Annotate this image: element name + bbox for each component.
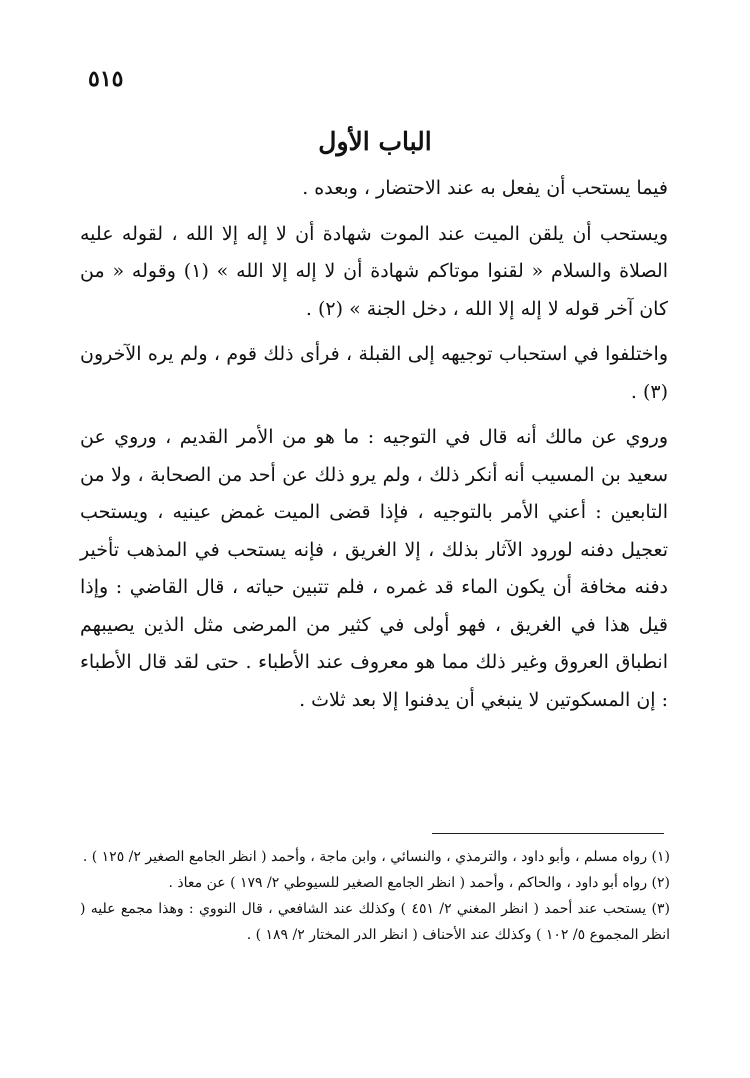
footnote-divider: [432, 833, 664, 834]
body-text: [80, 170, 668, 719]
footnote: (١) رواه مسلم ، وأبو داود ، والترمذي ، والنسائي ، وابن ماجة ، وأحمد ( انظر الجامع الصغير ٢/ ١٢٥ ) .: [82, 849, 670, 865]
paragraph: واختلفوا في استحباب توجيهه إلى القبلة ، فرأى ذلك قوم ، ولم يره الآخرون (٣) .: [80, 343, 668, 403]
footnotes: [80, 844, 670, 948]
footnote: (٢) رواه أبو داود ، والحاكم ، وأحمد ( انظر الجامع الصغير للسيوطي ٢/ ١٧٩ ) عن معاذ .: [168, 875, 670, 891]
paragraph: فيما يستحب أن يفعل به عند الاحتضار ، وبعده .: [302, 177, 668, 199]
page-number: ٥١٥: [88, 66, 124, 92]
paragraph: وروي عن مالك أنه قال في التوجيه : ما هو من الأمر القديم ، وروي عن سعيد بن المسيب أنه أنكر ذلك ، ولم يرو ذلك عن أحد من الصحابة ، ولا من التابعين : أعني الأمر بالتوجيه ، فإذا قضى الميت غمض عينيه ، ويستحب تعجيل دفنه لورود الآثار بذلك ، إلا الغريق ، فإنه يستحب في المذهب تأخير دفنه مخافة أن يكون الماء قد غمره ، فلم تتبين حياته ، قال القاضي : وإذا قيل هذا في الغريق ، فهو أولى في كثير من المرضى مثل الذين يصيبهم انطباق العروق وغير ذلك مما هو معروف عند الأطباء . حتى لقد قال الأطباء : إن المسكوتين لا ينبغي أن يدفنوا إلا بعد ثلاث .: [80, 426, 668, 711]
footnote: (٣) يستحب عند أحمد ( انظر المغني ٢/ ٤٥١ ) وكذلك عند الشافعي ، قال النووي : وهذا مجمع عليه ( انظر المجموع ٥/ ١٠٢ ) وكذلك عند الأحناف ( انظر الدر المختار ٢/ ١٨٩ ) .: [80, 901, 670, 943]
chapter-title: الباب الأول: [318, 127, 432, 156]
paragraph: ويستحب أن يلقن الميت عند الموت شهادة أن لا إله إلا الله ، لقوله عليه الصلاة والسلام « لقنوا موتاكم شهادة أن لا إله إلا الله » (١) وقوله « من كان آخر قوله لا إله إلا الله ، دخل الجنة » (٢) .: [80, 222, 668, 320]
